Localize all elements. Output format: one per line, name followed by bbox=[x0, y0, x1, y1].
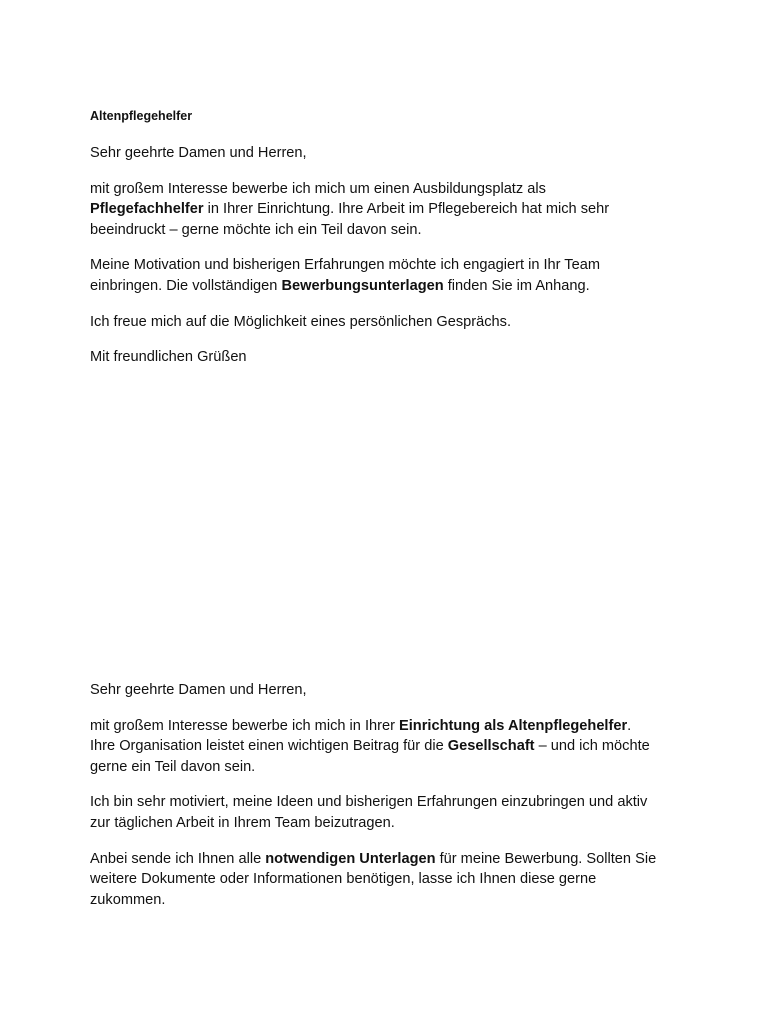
salutation: Sehr geehrte Damen und Herren, bbox=[90, 145, 307, 161]
letter-two bbox=[90, 680, 690, 925]
text-run: in Ihrer Einrichtung. Ihre Arbeit im Pflegebereich hat mich sehr bbox=[203, 201, 610, 218]
text-run: . bbox=[627, 717, 632, 734]
text-run: für meine Bewerbung. Sollten Sie bbox=[435, 850, 657, 867]
text-run: zur täglichen Arbeit in Ihrem Team beizutragen. bbox=[90, 814, 395, 831]
text-run: mit großem Interesse bewerbe ich mich in Ihrer bbox=[90, 717, 400, 734]
text-run: beeindruckt – gerne möchte ich ein Teil davon sein. bbox=[90, 221, 422, 238]
text-run: Ich bin sehr motiviert, meine Ideen und bisherigen Erfahrungen einzubringen und aktiv bbox=[90, 794, 648, 811]
text-run: weitere Dokumente oder Informationen benötigen, lasse ich Ihnen diese gerne bbox=[90, 871, 597, 888]
paragraph-intro bbox=[90, 716, 690, 778]
text-run: zukommen. bbox=[90, 891, 166, 908]
paragraph-motivation bbox=[90, 255, 690, 296]
text-run: finden Sie im Anhang. bbox=[443, 277, 590, 294]
closing: Mit freundlichen Grüßen bbox=[90, 349, 247, 366]
text-run: – und ich möchte bbox=[534, 738, 650, 755]
text-run: mit großem Interesse bewerbe ich mich um einen Ausbildungsplatz als bbox=[90, 180, 546, 197]
paragraph-intro bbox=[90, 179, 690, 241]
text-run: gerne ein Teil davon sein. bbox=[90, 758, 256, 775]
text-run: einbringen. Die vollständigen bbox=[90, 277, 282, 294]
paragraph-interview: Ich freue mich auf die Möglichkeit eines persönlichen Gesprächs. bbox=[90, 313, 512, 330]
bold-term: Pflegefachhelfer bbox=[90, 201, 204, 218]
letter-one bbox=[90, 143, 690, 383]
document-title: Altenpflegehelfer bbox=[90, 109, 193, 123]
bold-term: notwendigen Unterlagen bbox=[265, 850, 436, 867]
salutation: Sehr geehrte Damen und Herren, bbox=[90, 682, 307, 698]
paragraph-documents bbox=[90, 849, 690, 911]
bold-term: Einrichtung als Altenpflegehelfer bbox=[399, 717, 628, 734]
text-run: Anbei sende ich Ihnen alle bbox=[90, 850, 266, 867]
bold-term: Bewerbungsunterlagen bbox=[281, 277, 444, 294]
text-run: Meine Motivation und bisherigen Erfahrungen möchte ich engagiert in Ihr Team bbox=[90, 257, 600, 274]
text-run: Ihre Organisation leistet einen wichtigen Beitrag für die bbox=[90, 738, 448, 755]
paragraph-motivation bbox=[90, 792, 690, 833]
bold-term: Gesellschaft bbox=[447, 738, 535, 755]
